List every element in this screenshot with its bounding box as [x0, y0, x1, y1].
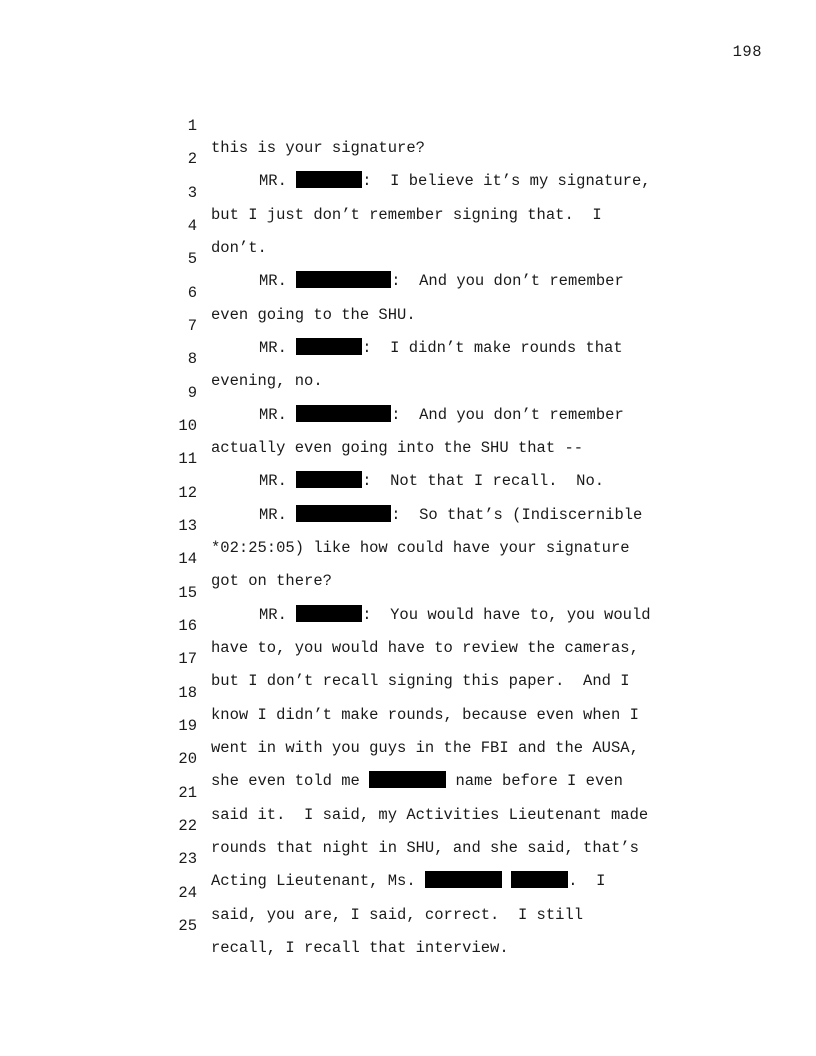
- line-number: 2: [187, 150, 197, 168]
- line-text-after: : So that’s (Indiscernible: [391, 506, 643, 524]
- page-number: 198: [732, 43, 762, 61]
- line-text: went in with you guys in the FBI and the AUSA,: [211, 739, 639, 757]
- transcript-line: [0, 893, 816, 957]
- line-number: 21: [178, 784, 197, 802]
- line-number: 15: [178, 584, 197, 602]
- line-text: don’t.: [211, 239, 267, 257]
- transcript-line: [0, 793, 816, 857]
- transcript-line: [0, 593, 816, 657]
- speaker-prefix: MR.: [259, 472, 287, 490]
- line-number: 22: [178, 817, 197, 835]
- transcript-line: [0, 526, 816, 590]
- line-text-after: : And you don’t remember: [391, 406, 624, 424]
- transcript-line: [0, 560, 816, 624]
- transcript-line: [0, 126, 816, 190]
- line-text-after: : I believe it’s my signature,: [362, 172, 651, 190]
- transcript-line: [0, 660, 816, 724]
- line-text: this is your signature?: [211, 139, 425, 157]
- line-text-after: : You would have to, you would: [362, 606, 651, 624]
- transcript-line: [0, 393, 816, 457]
- line-text: said it. I said, my Activities Lieutenant made: [211, 806, 649, 824]
- transcript-line: [0, 226, 816, 290]
- line-number: 17: [178, 650, 197, 668]
- line-text: got on there?: [211, 572, 332, 590]
- line-number: 13: [178, 517, 197, 535]
- transcript-line: [0, 626, 816, 690]
- transcript-line: [0, 426, 816, 490]
- line-text-before: she even told me: [211, 772, 370, 790]
- line-number: 1: [187, 117, 197, 135]
- line-number: 24: [178, 884, 197, 902]
- line-text: even going to the SHU.: [211, 306, 416, 324]
- line-number: 9: [187, 384, 197, 402]
- line-number: 4: [187, 217, 197, 235]
- line-number: 8: [187, 350, 197, 368]
- line-number: 5: [187, 250, 197, 268]
- transcript-line: [0, 493, 816, 557]
- line-number: 3: [187, 184, 197, 202]
- speaker-prefix: MR.: [259, 506, 287, 524]
- line-number: 6: [187, 284, 197, 302]
- transcript-line: [0, 193, 816, 257]
- line-text-after: : And you don’t remember: [391, 272, 624, 290]
- transcript-line: [0, 860, 816, 924]
- transcript-line: [0, 293, 816, 357]
- speaker-prefix: MR.: [259, 272, 287, 290]
- transcript-line: [0, 260, 816, 324]
- line-number: 25: [178, 917, 197, 935]
- line-number: 11: [178, 450, 197, 468]
- line-text: actually even going into the SHU that --: [211, 439, 584, 457]
- line-number: 16: [178, 617, 197, 635]
- line-text-after: . I: [568, 872, 606, 890]
- line-number: 12: [178, 484, 197, 502]
- transcript-line: [0, 326, 816, 390]
- line-text-before: Acting Lieutenant, Ms.: [211, 872, 425, 890]
- line-text: evening, no.: [211, 372, 323, 390]
- line-text-after: name before I even: [446, 772, 623, 790]
- transcript-line: [0, 93, 816, 157]
- speaker-prefix: MR.: [259, 406, 287, 424]
- transcript-line: [0, 460, 816, 524]
- line-number: 7: [187, 317, 197, 335]
- speaker-prefix: MR.: [259, 172, 287, 190]
- transcript-line: [0, 760, 816, 824]
- transcript-line: [0, 826, 816, 890]
- speaker-prefix: MR.: [259, 339, 287, 357]
- line-number: 18: [178, 684, 197, 702]
- line-text: know I didn’t make rounds, because even when I: [211, 706, 639, 724]
- transcript-line: [0, 360, 816, 424]
- transcript-line: [0, 726, 816, 790]
- line-number: 14: [178, 550, 197, 568]
- line-text: but I don’t recall signing this paper. And I: [211, 672, 630, 690]
- speaker-prefix: MR.: [259, 606, 287, 624]
- line-text: have to, you would have to review the cameras,: [211, 639, 639, 657]
- line-text: rounds that night in SHU, and she said, that’s: [211, 839, 639, 857]
- line-number: 19: [178, 717, 197, 735]
- transcript-line: [0, 160, 816, 224]
- line-number: 20: [178, 750, 197, 768]
- line-text: but I just don’t remember signing that. I: [211, 206, 602, 224]
- line-number: 10: [178, 417, 197, 435]
- line-text: *02:25:05) like how could have your signature: [211, 539, 630, 557]
- transcript-line: [0, 693, 816, 757]
- line-text: recall, I recall that interview.: [211, 939, 509, 957]
- line-text-after: : Not that I recall. No.: [362, 472, 605, 490]
- line-text: said, you are, I said, correct. I still: [211, 906, 584, 924]
- line-number: 23: [178, 850, 197, 868]
- line-text-after: : I didn’t make rounds that: [362, 339, 623, 357]
